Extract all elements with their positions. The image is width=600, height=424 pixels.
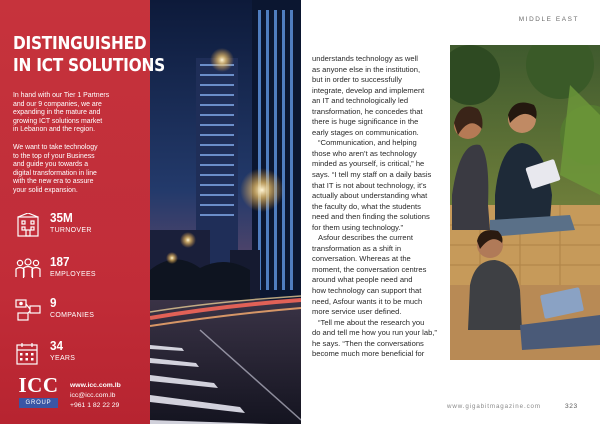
article-line: around what people need and — [312, 275, 413, 285]
article-line: need and then finding the solutions — [312, 212, 430, 222]
paragraph-line: your solid expansion. — [13, 186, 78, 194]
article-line: there is huge significance in the — [312, 117, 419, 127]
article-line: transformation, he concedes that — [312, 106, 423, 116]
stat-label: YEARS — [50, 355, 76, 362]
contact-website[interactable]: www.icc.com.lb — [70, 382, 121, 389]
paragraph-line: We want to take technology — [13, 144, 98, 151]
paragraph-line: and guide you towards a — [13, 161, 89, 169]
advert-headline — [13, 33, 165, 77]
network-icon — [14, 298, 42, 322]
article-line: he says. “Then the conversations — [312, 338, 424, 348]
stat-years — [14, 339, 144, 369]
section-label: MIDDLE EAST — [518, 16, 579, 23]
stat-value: 9 — [50, 295, 57, 310]
article-line: transformation as a shift in — [312, 243, 402, 253]
contact-email[interactable]: icc@icc.com.lb — [70, 392, 116, 399]
paragraph-line: In hand with our Tier 1 Partners — [13, 92, 110, 99]
building-icon — [14, 213, 42, 237]
article-line: as anyone else in the institution, — [312, 64, 421, 74]
icc-group-logo — [17, 374, 60, 410]
article-line: actually about understanding what — [312, 191, 428, 201]
article-body — [312, 54, 444, 360]
article-line: says. “I tell my staff on a daily basis — [312, 170, 432, 180]
stat-value: 34 — [50, 338, 64, 353]
page-number: 323 — [565, 403, 578, 410]
article-line: “Tell me about the research you — [318, 317, 425, 327]
article-line: moment, the conversation centres — [312, 264, 427, 274]
article-line: Asfour describes the current — [318, 233, 413, 243]
article-line: those who aren’t as technology — [312, 148, 417, 158]
advert-paragraph-intro — [13, 92, 131, 135]
stat-label: COMPANIES — [50, 312, 95, 319]
article-line: become much more beneficial for — [312, 349, 425, 359]
article-line: but in order to successfully — [312, 75, 402, 85]
stat-employees — [14, 255, 144, 285]
stat-value: 35M — [50, 210, 73, 225]
article-line: minded as yourself, is critical,” he — [312, 159, 425, 169]
paragraph-line: and our 9 companies, we are — [13, 100, 102, 108]
article-line: understands technology as well — [312, 54, 418, 63]
stat-companies — [14, 296, 144, 326]
article-line: more service user defined. — [312, 307, 402, 317]
advert-paragraph-mission — [13, 144, 131, 196]
article-line: early stages on communication. — [312, 127, 419, 137]
article-line: an IT and technologically led — [312, 96, 409, 106]
paragraph-line: digital transformation in line — [13, 169, 97, 177]
article-line: need, Asfour wants it to be much — [312, 296, 423, 306]
stat-value: 187 — [50, 254, 70, 269]
people-icon — [14, 257, 42, 281]
footer-website[interactable]: www.gigabitmagazine.com — [447, 403, 541, 410]
students-campus-photo — [450, 45, 600, 360]
contact-phone: +961 1 82 22 29 — [70, 402, 120, 409]
article-line: the faculty do, what the students — [312, 201, 421, 211]
logo-group-label: GROUP — [19, 398, 58, 408]
article-line: how technology can support that — [312, 286, 422, 296]
headline-line: DISTINGUISHED — [13, 34, 147, 54]
stat-label: TURNOVER — [50, 227, 92, 234]
article-line: integrate, develop and implement — [312, 85, 425, 95]
paragraph-line: in Lebanon and the region. — [13, 126, 95, 134]
stat-turnover — [14, 211, 144, 241]
article-line: that IT is not about technology, it’s — [312, 180, 427, 190]
headline-line: IN ICT SOLUTIONS — [13, 56, 165, 76]
article-line: do and tell me how you run your lab,” — [312, 328, 437, 338]
article-line: conversation. Whereas at the — [312, 254, 411, 264]
calendar-icon — [14, 341, 42, 365]
paragraph-line: expanding in the mature and — [13, 109, 101, 117]
paragraph-line: to the top of your Business — [13, 152, 95, 160]
article-line: for them using technology.” — [312, 222, 404, 232]
logo-wordmark: ICC — [18, 373, 59, 397]
paragraph-line: growing ICT solutions market — [13, 117, 103, 125]
paragraph-line: with the new era to assure — [13, 178, 94, 186]
stat-label: EMPLOYEES — [50, 271, 96, 278]
article-line: “Communication, and helping — [318, 138, 417, 148]
